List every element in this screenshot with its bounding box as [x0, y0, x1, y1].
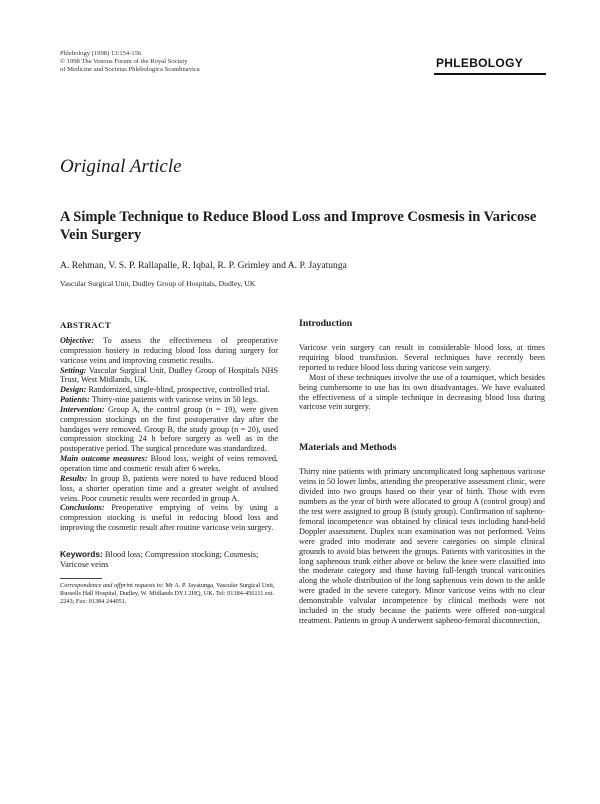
keywords-text: Blood loss; Compression stocking; Cosmesis; Varicose veins	[60, 549, 259, 569]
abstract-text: Group A, the control group (n = 19), were given compression stockings on the first postoperative day after the bandages were removed. Group B, the study group (n = 20), used compression stocking 24 h before surgery as well as in the postoperative period. The surgical procedure was standardized.	[60, 404, 278, 454]
introduction-paragraph: Most of these techniques involve the use of a tourniquet, which besides being cumbersome to use has its own disadvantages. We have evaluated the effectiveness of a simple technique in decreasing blood loss during varicose vein surgery.	[299, 372, 545, 412]
correspondence-footnote	[60, 582, 278, 606]
journal-citation	[60, 50, 300, 74]
author-list: A. Rehman, V. S. P. Rallapalle, R. Iqbal, R. P. Grimley and A. P. Jayatunga	[60, 260, 347, 271]
abstract-key: Objective:	[60, 336, 95, 345]
logo-rule	[434, 73, 546, 75]
keywords-label: Keywords:	[60, 548, 103, 559]
abstract-key: Design:	[60, 385, 87, 395]
abstract-setting	[60, 366, 278, 386]
abstract-heading: ABSTRACT	[60, 320, 112, 330]
citation-line: Phlebology (1998) 13:154-156	[60, 50, 142, 57]
abstract-key: Results:	[60, 473, 88, 483]
section-label: Original Article	[60, 156, 182, 177]
abstract-intervention	[60, 405, 278, 454]
abstract-patients	[60, 395, 278, 405]
left-column	[60, 320, 278, 606]
keywords	[60, 549, 278, 570]
right-column	[299, 318, 545, 626]
abstract-key: Main outcome measures:	[60, 454, 148, 464]
abstract-results	[60, 474, 278, 504]
copyright-line-2: of Medicine and Societas Phlebologica Scandinavica	[60, 66, 200, 73]
abstract-conclusions	[60, 503, 278, 533]
footnote-text: Mr A. P. Jayatunga, Vascular Surgical Unit, Russells Hall Hospital, Dudley, W. Midlands DY1 2HQ, UK. Tel: 01384-456111 ext. 2243; Fax: 01384 244051.	[60, 581, 275, 605]
abstract-text: Vascular Surgical Unit, Dudley Group of Hospitals NHS Trust, West Midlands, UK.	[60, 365, 278, 385]
article-title: A Simple Technique to Reduce Blood Loss and Improve Cosmesis in Varicose Vein Surgery	[60, 209, 537, 243]
footnote-rule	[60, 578, 102, 579]
copyright-line: © 1998 The Venous Forum of the Royal Society	[60, 58, 188, 65]
abstract-text: In group B, patients were noted to have reduced blood loss, a shorter operation time and a greater weight of avulsed veins. Poor cosmetic results were recorded in group A.	[60, 473, 278, 503]
abstract-text: Blood loss, weight of veins removed, operation time and cosmetic result after 6 weeks.	[60, 454, 278, 473]
abstract-key: Setting:	[60, 365, 87, 375]
abstract-key: Intervention:	[60, 404, 105, 414]
abstract-text: Preoperative emptying of veins by using a compression stocking is useful in reducing blood loss and improving the cosmetic result after routine varicose vein surgery.	[60, 503, 278, 533]
abstract-objective	[60, 336, 278, 366]
abstract-text: Thirty-nine patients with varicose veins in 50 legs.	[90, 395, 258, 405]
methods-heading: Materials and Methods	[299, 442, 397, 454]
introduction-paragraph: Varicose vein surgery can result in considerable blood loss, at times requiring blood transfusion. Several techniques have recently been reported to reduce blood loss during varicose vein surgery.	[299, 343, 545, 372]
abstract-key: Conclusions:	[60, 503, 105, 513]
abstract-text: To assess the effectiveness of preoperative compression hosiery in reducing blood loss during surgery for varicose veins and improving cosmetic results.	[60, 336, 278, 365]
affiliation: Vascular Surgical Unit, Dudley Group of Hospitals, Dudley, UK	[60, 279, 256, 288]
abstract-text: Randomized, single-blind, prospective, controlled trial.	[86, 385, 270, 395]
footnote-label: Correspondence and offprint requests to:	[60, 581, 164, 589]
abstract-outcome-measures	[60, 454, 278, 474]
journal-logo: PHLEBOLOGY	[436, 56, 524, 70]
introduction-heading: Introduction	[299, 318, 353, 329]
methods-paragraph: Thirty nine patients with primary uncomplicated long saphenous varicose veins in 50 lower limbs, attending the preoperative assessment clinic, were divided into two groups based on their year of birth. Those with even numbers as the year of birth were allocated to group A (control group) and the rest were assigned to group B (study group). Confirmation of sapheno-femoral incompetence was obtained by clinical tests including hand-held Doppler assessment. Duplex scan examination was not performed. Veins were graded into moderate and severe categories on simple clinical grounds to avoid bias between the groups. Patients with varicosities in the long saphenous trunk either above or below the knee were classified into the moderate category and those having full-length truncal varicosities along the whole distribution of the long saphenous vein down to the ankle were graded in the severe category. Minor varicose veins with no clear demonstrable valvular incompetence by clinical methods were not included in the study because the patients were offered non-surgical treatment. Patients in group A underwent sapheno-femoral disconnection,	[299, 467, 545, 625]
abstract-key: Patients:	[60, 395, 91, 405]
abstract-design	[60, 385, 278, 395]
